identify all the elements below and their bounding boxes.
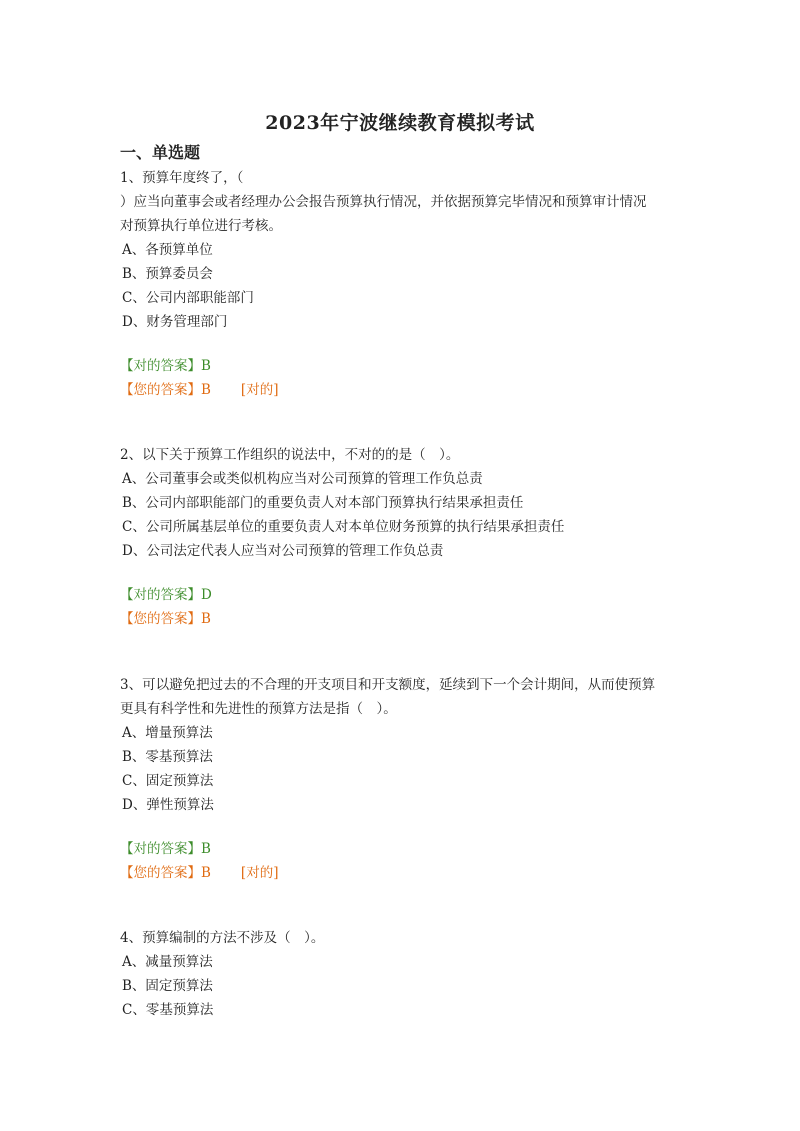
option-b: B、固定预算法 bbox=[122, 978, 213, 994]
answer-verdict: [对的] bbox=[240, 865, 279, 881]
option-a: A、各预算单位 bbox=[122, 242, 213, 258]
option-a: A、公司董事会或类似机构应当对公司预算的管理工作负总责 bbox=[122, 471, 483, 487]
stem-line: ）应当向董事会或者经理办公会报告预算执行情况，并依据预算完毕情况和预算审计情况 bbox=[120, 194, 647, 210]
stem-line: 1、预算年度终了，（ bbox=[120, 170, 244, 186]
stem-line: 4、预算编制的方法不涉及（ ）。 bbox=[120, 930, 325, 946]
option-d: D、弹性预算法 bbox=[122, 797, 214, 813]
question-stem bbox=[120, 166, 690, 238]
section-heading: 一、单选题 bbox=[120, 143, 201, 162]
stem-line: 2、以下关于预算工作组织的说法中，不对的的是（ ）。 bbox=[120, 447, 460, 463]
your-answer: 【您的答案】B bbox=[120, 382, 211, 398]
option-a: A、减量预算法 bbox=[122, 954, 213, 970]
question-stem bbox=[120, 673, 690, 721]
stem-line: 对预算执行单位进行考核。 bbox=[120, 218, 282, 234]
option-c: C、固定预算法 bbox=[122, 773, 214, 789]
option-d: D、公司法定代表人应当对公司预算的管理工作负总责 bbox=[122, 543, 444, 559]
option-c: C、公司所属基层单位的重要负责人对本单位财务预算的执行结果承担责任 bbox=[122, 519, 565, 535]
question-3 bbox=[120, 673, 690, 885]
stem-line: 3、可以避免把过去的不合理的开支项目和开支额度，延续到下一个会计期间，从而使预算 bbox=[120, 677, 656, 693]
correct-answer: 【对的答案】B bbox=[120, 358, 211, 374]
page-title: 2023年宁波继续教育模拟考试 bbox=[265, 112, 535, 134]
option-c: C、公司内部职能部门 bbox=[122, 290, 254, 306]
option-a: A、增量预算法 bbox=[122, 725, 213, 741]
answer-verdict: [对的] bbox=[240, 382, 279, 398]
your-answer: 【您的答案】B bbox=[120, 865, 211, 881]
option-b: B、预算委员会 bbox=[122, 266, 213, 282]
question-4 bbox=[120, 926, 690, 1022]
stem-line: 更具有科学性和先进性的预算方法是指（ ）。 bbox=[120, 701, 397, 717]
question-stem bbox=[120, 926, 690, 950]
your-answer: 【您的答案】B bbox=[120, 611, 211, 627]
option-b: B、零基预算法 bbox=[122, 749, 213, 765]
question-1 bbox=[120, 166, 690, 402]
correct-answer: 【对的答案】B bbox=[120, 841, 211, 857]
option-b: B、公司内部职能部门的重要负责人对本部门预算执行结果承担责任 bbox=[122, 495, 524, 511]
option-c: C、零基预算法 bbox=[122, 1002, 214, 1018]
correct-answer: 【对的答案】D bbox=[120, 587, 212, 603]
option-d: D、财务管理部门 bbox=[122, 314, 228, 330]
question-stem bbox=[120, 443, 690, 467]
question-2 bbox=[120, 443, 690, 631]
